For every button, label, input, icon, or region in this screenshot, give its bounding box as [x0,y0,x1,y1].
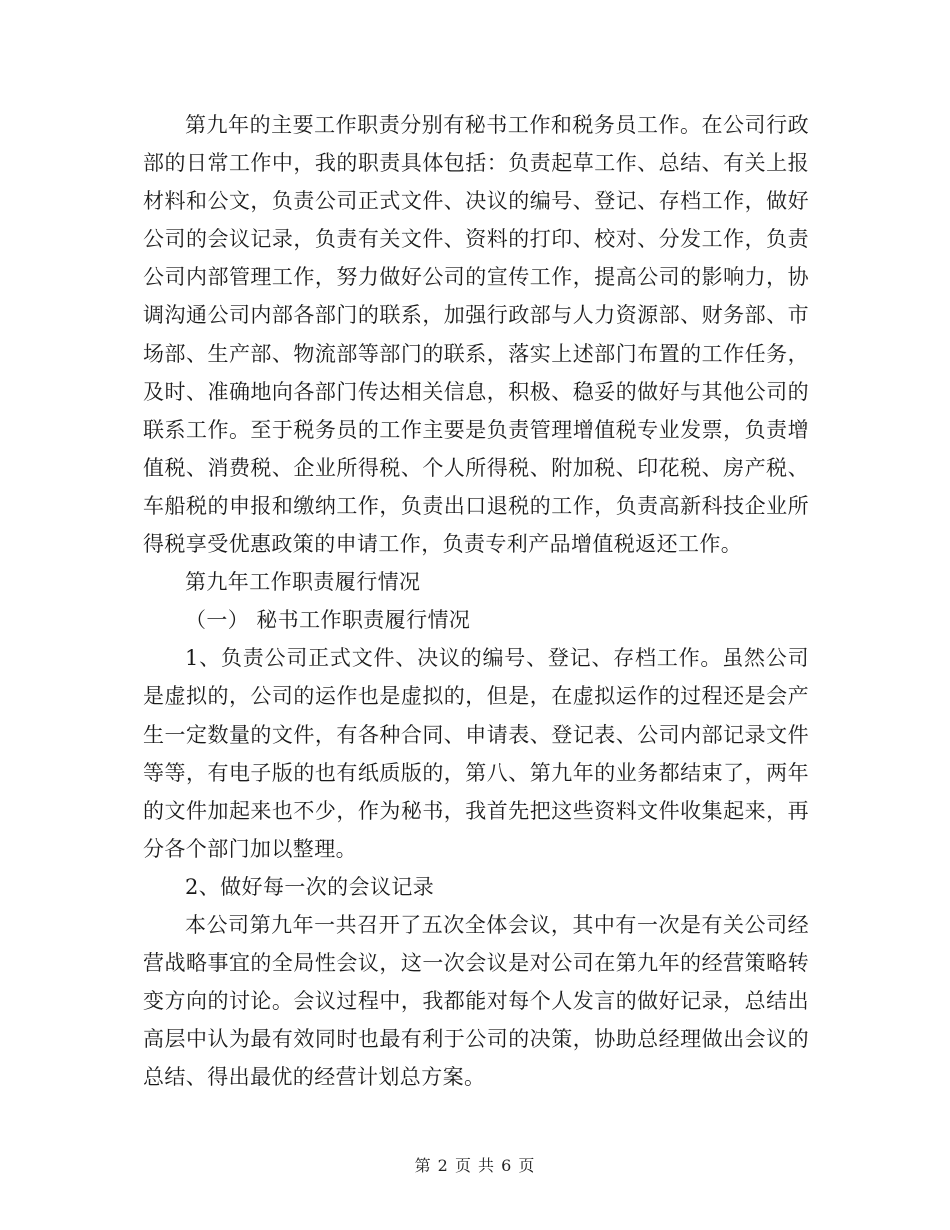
heading-duties-performance: 第九年工作职责履行情况 [185,570,421,595]
paragraph-meeting-records: 本公司第九年一共召开了五次全体会议，其中有一次是有关公司经营战略事宜的全局性会议，这一次会议是对公司在第九年的经营策略转变方向的讨论。会议过程中，我都能对每个人发言的做好记录，总结出高层中认为最有效同时也最有利于公司的决策，协助总经理做出会议的总结、得出最优的经营计划总方案。 [143,912,809,1090]
heading-meeting-records: 2、做好每一次的会议记录 [185,874,435,899]
page-footer [0,1153,950,1176]
paragraph-duties-overview: 第九年的主要工作职责分别有秘书工作和税务员工作。在公司行政部的日常工作中，我的职责具体包括：负责起草工作、总结、有关上报材料和公文，负责公司正式文件、决议的编号、登记、存档工作，做好公司的会议记录，负责有关文件、资料的打印、校对、分发工作，负责公司内部管理工作，努力做好公司的宣传工作，提高公司的影响力，协调沟通公司内部各部门的联系，加强行政部与人力资源部、财务部、市场部、生产部、物流部等部门的联系，落实上述部门布置的工作任务，及时、准确地向各部门传达相关信息，积极、稳妥的做好与其他公司的联系工作。至于税务员的工作主要是负责管理增值税专业发票，负责增值税、消费税、企业所得税、个人所得税、附加税、印花税、房产税、车船税的申报和缴纳工作，负责出口退税的工作，负责高新科技企业所得税享受优惠政策的申请工作，负责专利产品增值税返还工作。 [143,113,809,557]
paragraph-document-filing: 1、负责公司正式文件、决议的编号、登记、存档工作。虽然公司是虚拟的，公司的运作也是虚拟的，但是，在虚拟运作的过程还是会产生一定数量的文件，有各种合同、申请表、登记表、公司内部记录文件等等，有电子版的也有纸质版的，第八、第九年的业务都结束了，两年的文件加起来也不少，作为秘书，我首先把这些资料文件收集起来，再分各个部门加以整理。 [143,646,809,861]
document-body [143,106,809,1096]
page-number: 第 2 页 共 6 页 [414,1156,536,1175]
heading-secretary-duties: （一） 秘书工作职责履行情况 [185,608,471,633]
